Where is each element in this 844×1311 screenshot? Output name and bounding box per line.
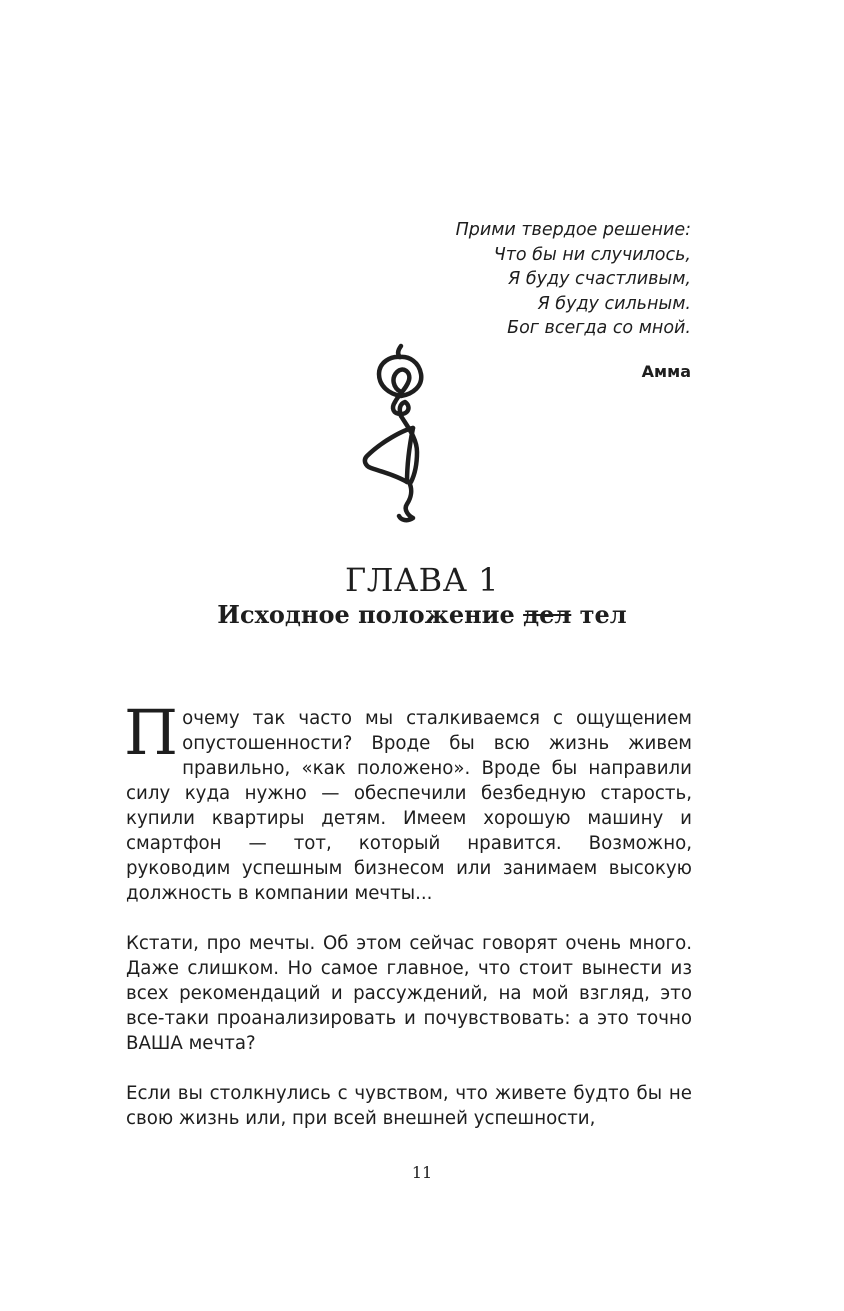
paragraph-2: Кстати, про мечты. Об этом сейчас говорят очень много. Даже слишком. Но самое главное, что стоит вынести из всех рекомендаций и рассуждений, на мой взгляд, это все-таки проанализировать и почувствовать: а это точно ВАША мечта?	[126, 933, 692, 1054]
chapter-title-start: Исходное положение	[217, 600, 515, 629]
chapter-title-struck: дел	[523, 600, 572, 629]
paragraph-3: Если вы столкнулись с чувством, что живете будто бы не свою жизнь или, при всей внешней успешности,	[126, 1083, 692, 1129]
chapter-title-end: тел	[579, 600, 627, 629]
paragraph-1	[124, 696, 692, 906]
epigraph-line-3: Я буду счастливым,	[508, 269, 691, 289]
drop-cap: П	[124, 696, 179, 769]
epigraph	[456, 218, 691, 341]
chapter-label: ГЛАВА 1	[345, 561, 499, 599]
epigraph-author: Амма	[641, 362, 691, 381]
chapter-title	[0, 598, 844, 632]
paragraph-1-text: очему так часто мы сталкиваемся с ощущением опустошенности? Вроде бы всю жизнь живем правильно, «как положено». Вроде бы направили силу куда нужно — обеспечили безбедную старость, купили квартиры детям. Имеем хорошую машину и смартфон — тот, который нравится. Возможно, руководим успешным бизнесом или занимаем высокую должность в компании мечты...	[126, 708, 692, 904]
epigraph-line-1: Прими твердое решение:	[455, 220, 691, 240]
epigraph-line-5: Бог всегда со мной.	[507, 318, 691, 338]
epigraph-line-2: Что бы ни случилось,	[493, 244, 691, 265]
epigraph-line-4: Я буду сильным.	[537, 293, 691, 314]
yoga-figure-icon	[355, 342, 435, 526]
page-number: 11	[411, 1163, 433, 1182]
